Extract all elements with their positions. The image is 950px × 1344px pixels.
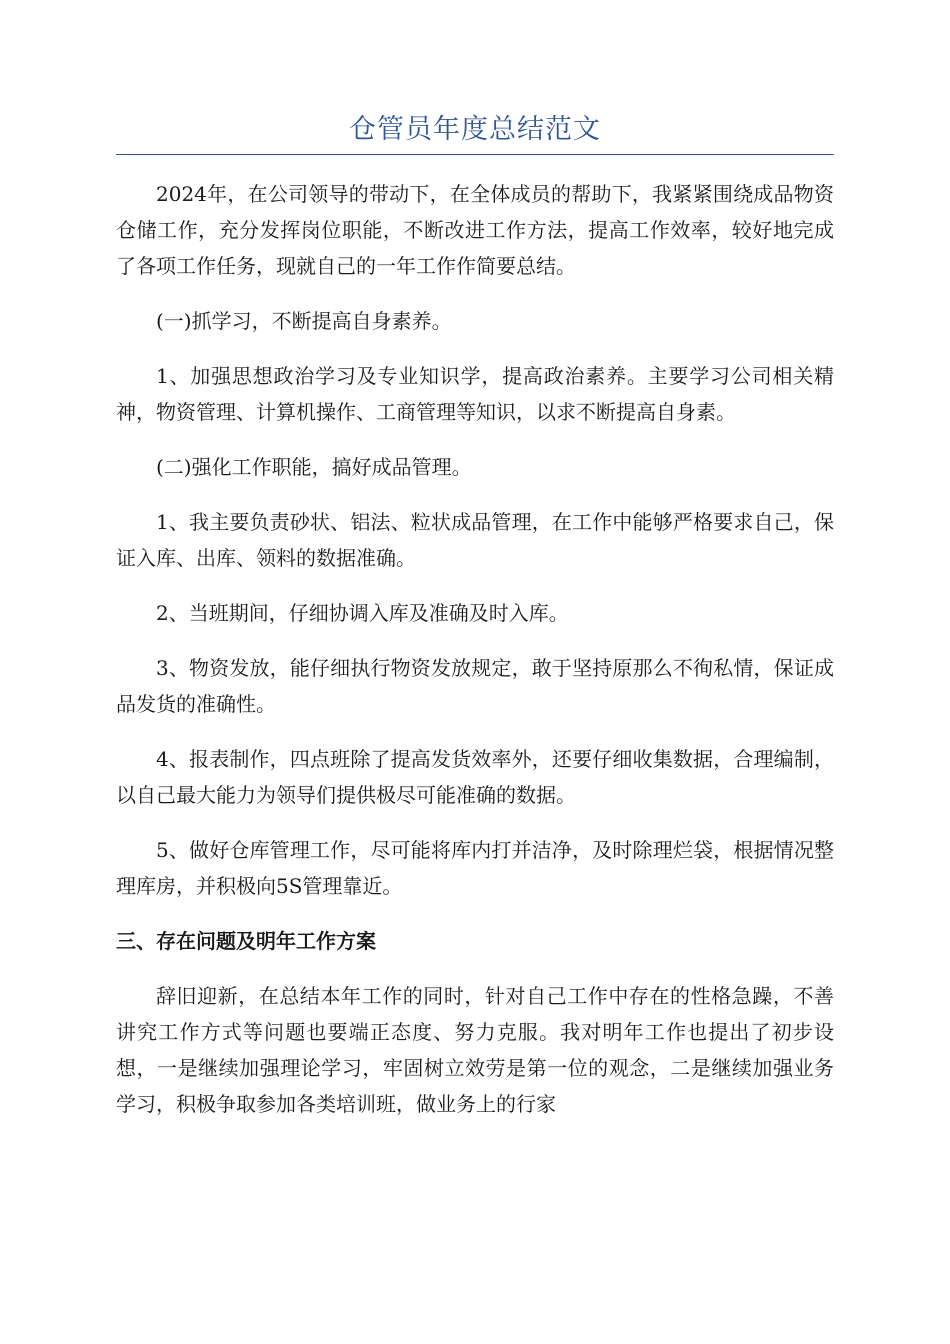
duty-item-1: 1、我主要负责砂状、铝法、粒状成品管理，在工作中能够严格要求自己，保证入库、出库、领料的数据准确。 [116,510,834,570]
subheading-duties: (二)强化工作职能，搞好成品管理。 [156,455,472,479]
document-body [116,176,834,1141]
duty-item-4: 4、报表制作，四点班除了提高发货效率外，还要仔细收集数据，合理编制，以自己最大能力为领导们提供极尽可能准确的数据。 [116,747,834,807]
duty-item-2: 2、当班期间，仔细协调入库及准确及时入库。 [156,601,569,625]
document-title: 仓管员年度总结范文 [349,114,601,145]
title-underline [116,154,834,155]
duty-item-3: 3、物资发放，能仔细执行物资发放规定，敢于坚持原那么不徇私情，保证成品发货的准确性。 [116,656,834,716]
subheading-study: (一)抓学习，不断提高自身素养。 [156,309,452,333]
duty-item-5: 5、做好仓库管理工作，尽可能将库内打并洁净，及时除理烂袋，根据情况整理库房，并积极向5S管理靠近。 [116,838,834,898]
study-item-1: 1、加强思想政治学习及专业知识学，提高政治素养。主要学习公司相关精神，物资管理、计算机操作、工商管理等知识，以求不断提高自身素。 [116,364,834,424]
intro-paragraph: 2024年，在公司领导的带动下，在全体成员的帮助下，我紧紧围绕成品物资仓储工作，充分发挥岗位职能，不断改进工作方法，提高工作效率，较好地完成了各项工作任务，现就自己的一年工作作简要总结。 [116,182,834,278]
section-heading-problems: 三、存在问题及明年工作方案 [116,929,376,953]
problems-paragraph: 辞旧迎新，在总结本年工作的同时，针对自己工作中存在的性格急躁，不善讲究工作方式等问题也要端正态度、努力克服。我对明年工作也提出了初步设想，一是继续加强理论学习，牢固树立效劳是第一位的观念，二是继续加强业务学习，积极争取参加各类培训班，做业务上的行家 [116,984,834,1116]
